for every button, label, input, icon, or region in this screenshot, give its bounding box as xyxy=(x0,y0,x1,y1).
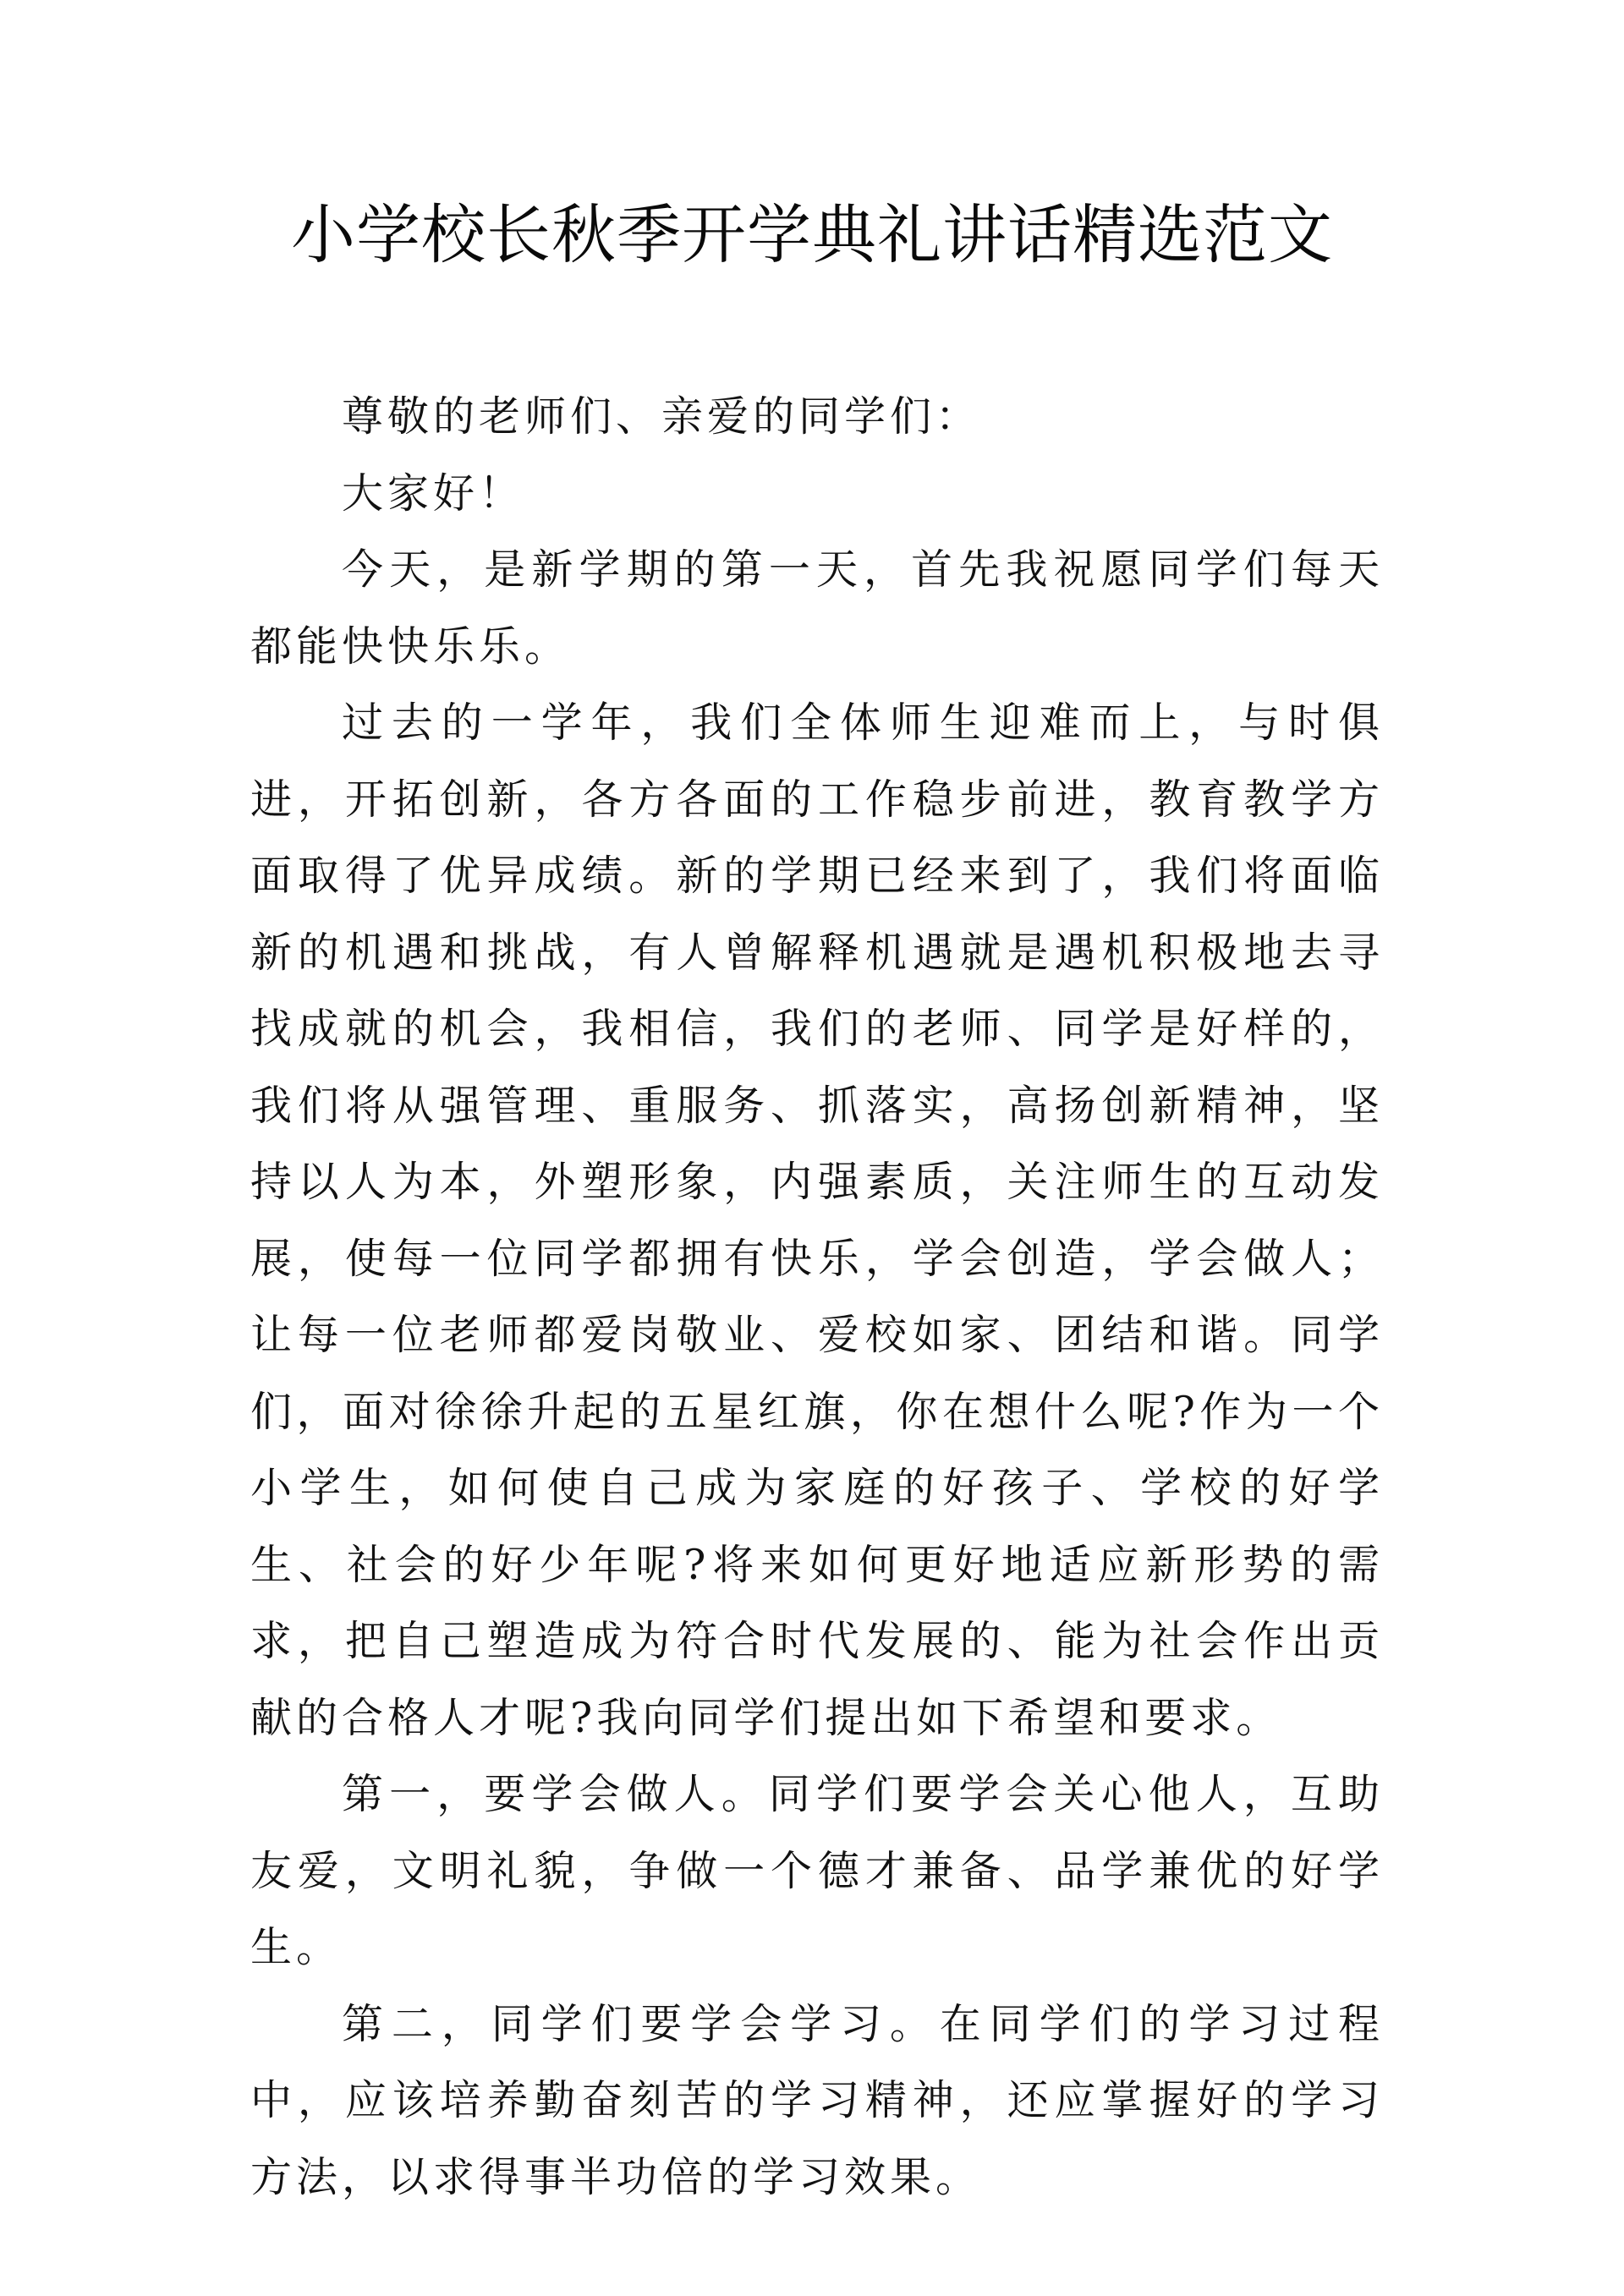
greeting-paragraph: 大家好！ xyxy=(342,469,525,518)
document-body xyxy=(250,379,1384,2216)
document-title: 小学校长秋季开学典礼讲话精选范文 xyxy=(291,197,1333,272)
first-requirement-paragraph: 第一，要学会做人。同学们要学会关心他人，互助友爱，文明礼貌，争做一个德才兼备、品学兼优的好学生。 xyxy=(250,1770,1384,1971)
opening-paragraph: 今天，是新学期的第一天，首先我祝愿同学们每天都能快快乐乐。 xyxy=(250,545,1384,671)
salutation-paragraph: 尊敬的老师们、亲爱的同学们： xyxy=(342,392,982,441)
main-paragraph: 过去的一学年，我们全体师生迎难而上，与时俱进，开拓创新，各方各面的工作稳步前进，教育教学方面取得了优异成绩。新的学期已经来到了，我们将面临新的机遇和挑战，有人曾解释机遇就是遇机积极地去寻找成就的机会，我相信，我们的老师、同学是好样的，我们将从强管理、重服务、抓落实，高扬创新精神，坚持以人为本，外塑形象，内强素质，关注师生的互动发展，使每一位同学都拥有快乐，学会创造，学会做人；让每一位老师都爱岗敬业、爱校如家、团结和谐。同学们，面对徐徐升起的五星红旗，你在想什么呢?作为一个小学生，如何使自己成为家庭的好孩子、学校的好学生、社会的好少年呢?将来如何更好地适应新形势的需求，把自己塑造成为符合时代发展的、能为社会作出贡献的合格人才呢?我向同学们提出如下希望和要求。 xyxy=(250,699,1384,1742)
second-requirement-paragraph: 第二，同学们要学会学习。在同学们的学习过程中，应该培养勤奋刻苦的学习精神，还应掌握好的学习方法，以求得事半功倍的学习效果。 xyxy=(250,1999,1384,2201)
